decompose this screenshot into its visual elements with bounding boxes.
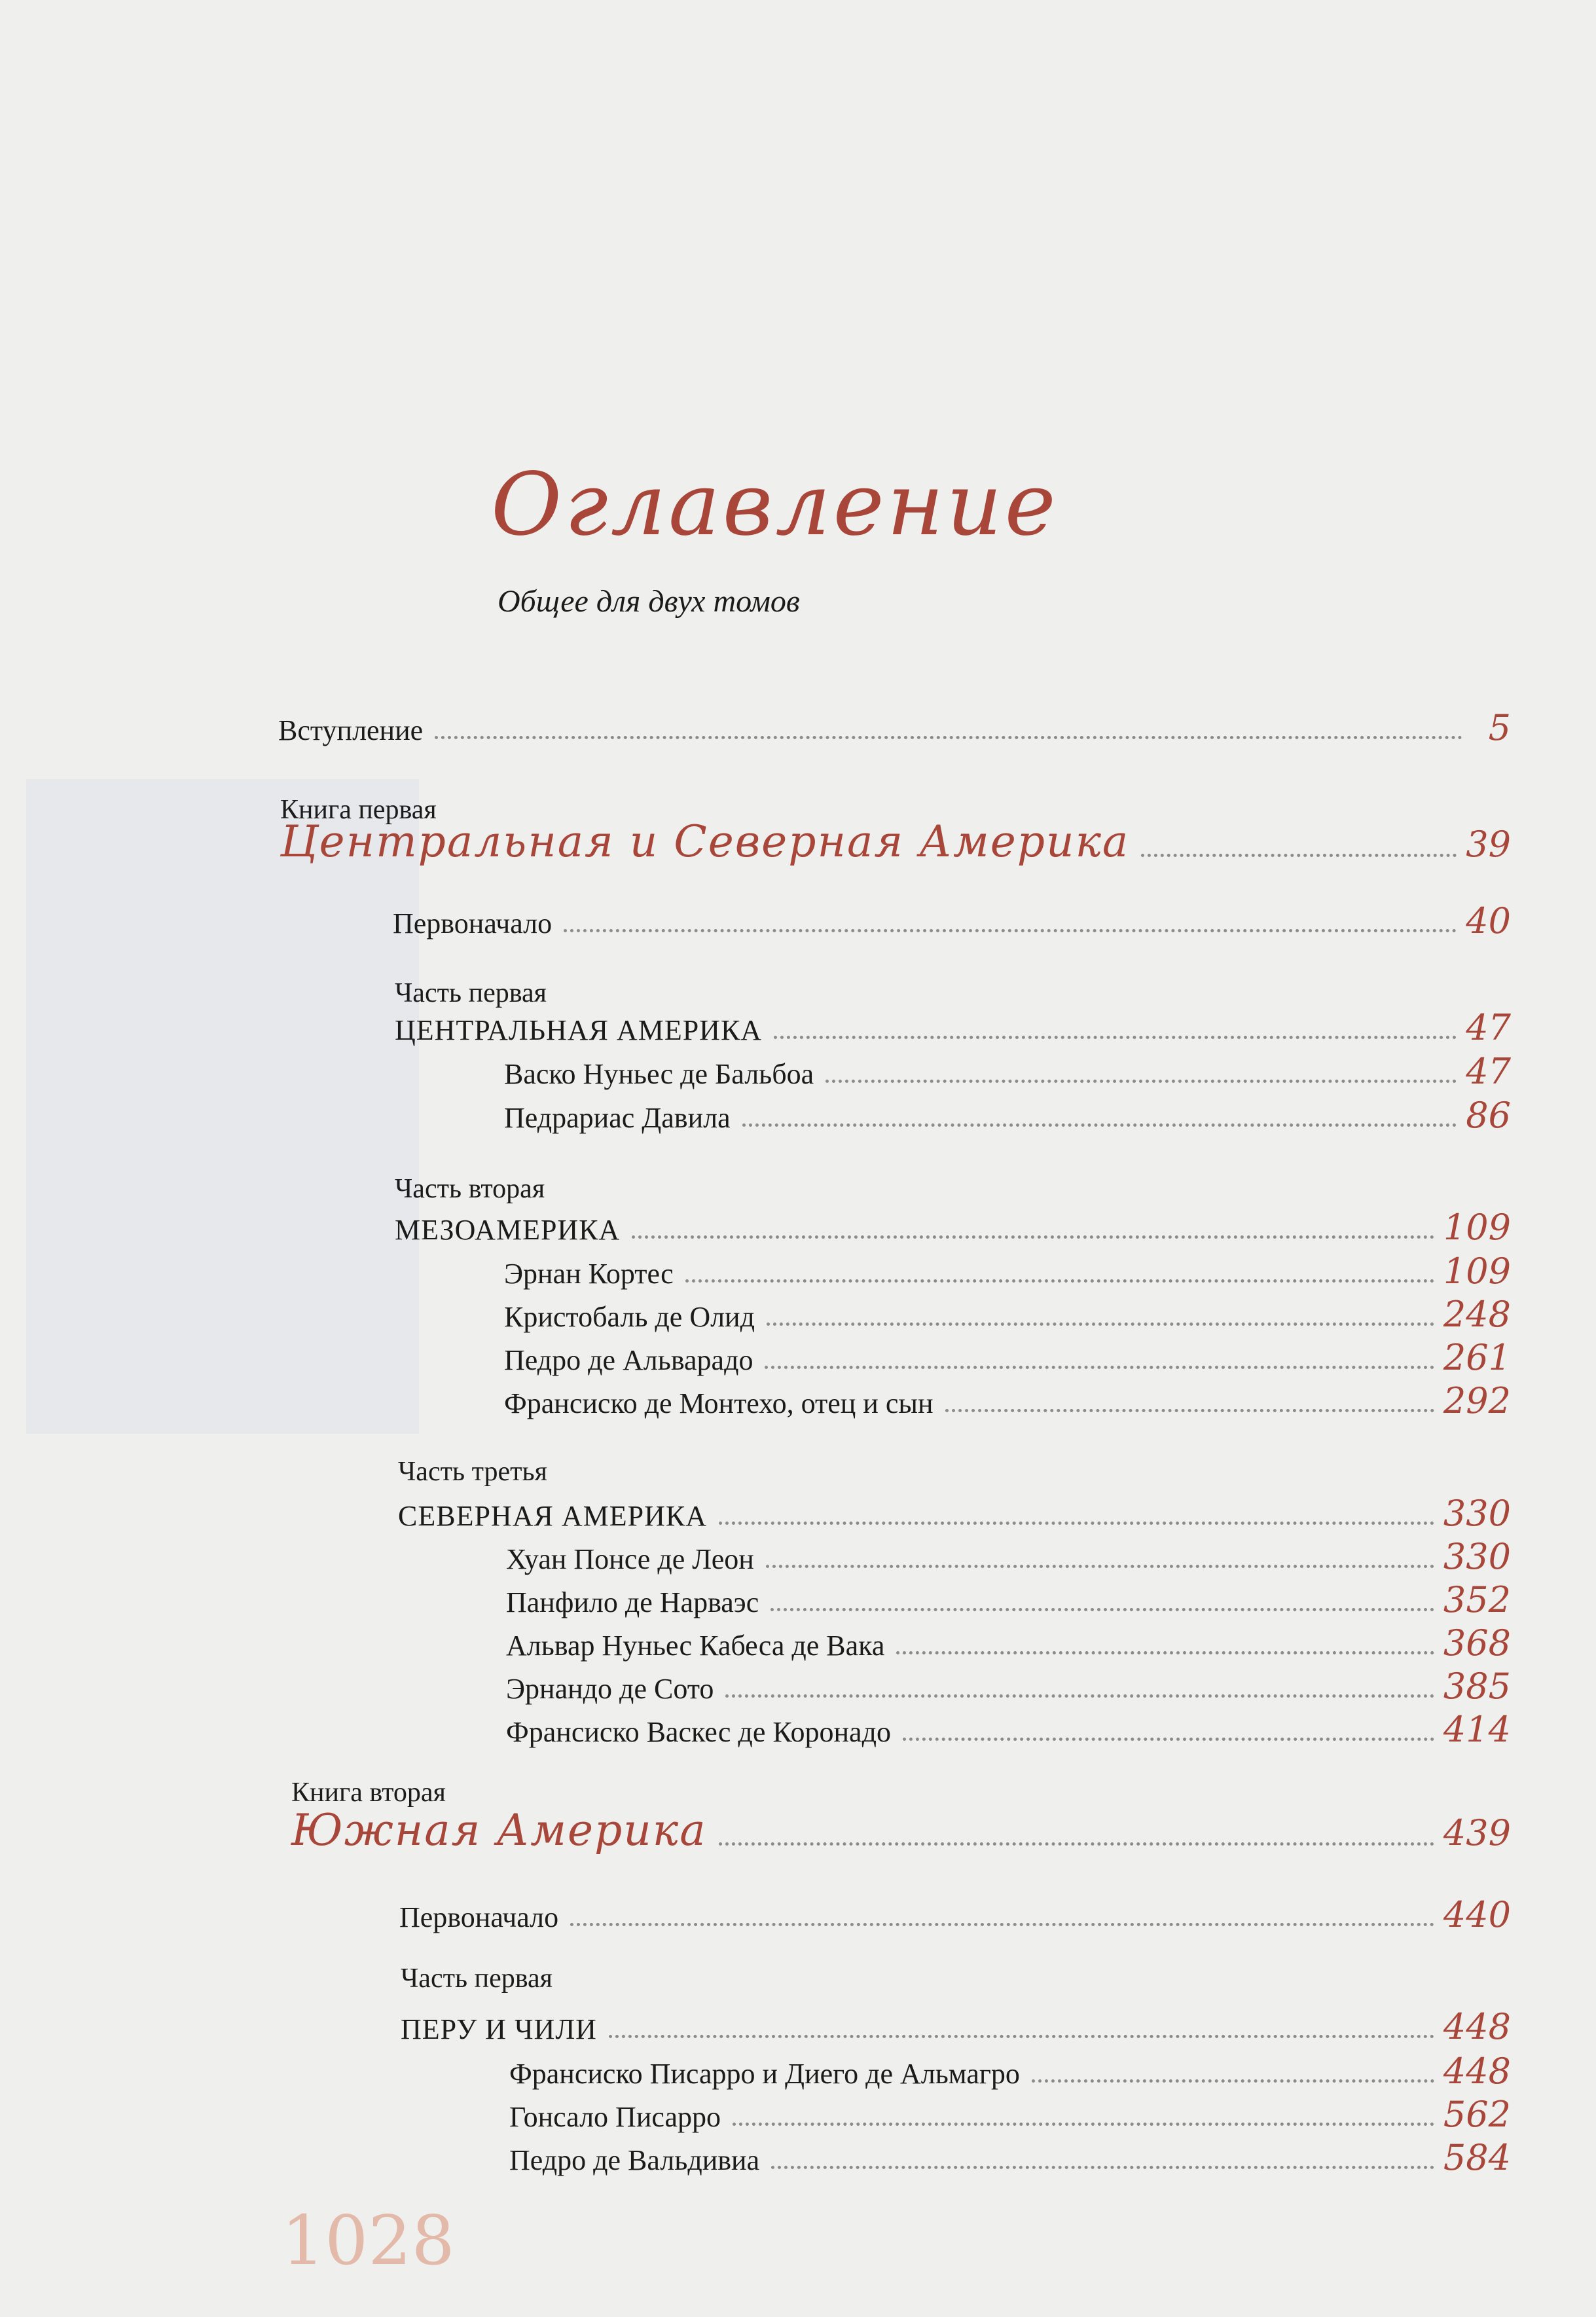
- entry-label: Вступление: [278, 714, 424, 746]
- leader-dots: [765, 1366, 1434, 1369]
- page-number: 385: [1443, 1666, 1511, 1707]
- toc-entry-chapter[interactable]: [506, 1666, 1511, 1707]
- leader-dots: [719, 1842, 1434, 1846]
- toc-title: Оглавление: [491, 454, 1059, 555]
- page-number: 562: [1443, 2094, 1511, 2135]
- leader-dots: [771, 2166, 1434, 2169]
- part-title: МЕЗОАМЕРИКА: [395, 1214, 621, 1246]
- page-number: 448: [1443, 2051, 1511, 2092]
- toc-entry-chapter[interactable]: [506, 1709, 1511, 1750]
- page-number: 368: [1443, 1622, 1511, 1664]
- toc-entry-book1-origin[interactable]: [393, 900, 1511, 941]
- page-number: 47: [1466, 1051, 1511, 1092]
- page-number: 448: [1443, 2006, 1511, 2047]
- entry-label: Первоначало: [393, 907, 553, 940]
- page-number: 47: [1466, 1007, 1511, 1048]
- book-title: Южная Америка: [291, 1805, 707, 1855]
- toc-entry-chapter[interactable]: [504, 1250, 1511, 1292]
- book-title: Центральная и Северная Америка: [280, 816, 1130, 867]
- toc-entry-chapter[interactable]: [504, 1380, 1511, 1421]
- toc-entry-book2[interactable]: [291, 1807, 1511, 1855]
- toc-subtitle: Общее для двух томов: [498, 584, 800, 619]
- book2-label: Книга вторая: [291, 1778, 446, 1808]
- toc-entry-chapter[interactable]: [504, 1051, 1511, 1092]
- entry-label: Панфило де Нарваэс: [506, 1586, 759, 1618]
- leader-dots: [609, 2035, 1434, 2038]
- leader-dots: [570, 1923, 1434, 1926]
- leader-dots: [435, 736, 1462, 739]
- page-number: 330: [1443, 1536, 1511, 1577]
- entry-label: Франсиско де Монтехо, отец и сын: [504, 1387, 934, 1419]
- leader-dots: [767, 1323, 1434, 1326]
- part-label: Часть вторая: [395, 1174, 545, 1204]
- show-through-shadow: [26, 779, 419, 1434]
- book1-label: Книга первая: [280, 795, 437, 825]
- page-number: 439: [1443, 1812, 1511, 1853]
- leader-dots: [945, 1409, 1434, 1412]
- toc-entry-chapter[interactable]: [506, 1536, 1511, 1577]
- toc-entry-mesoamerica[interactable]: [395, 1207, 1511, 1248]
- leader-dots: [564, 929, 1457, 932]
- toc-entry-chapter[interactable]: [509, 2051, 1511, 2092]
- leader-dots: [903, 1738, 1434, 1741]
- page-number: 248: [1443, 1294, 1511, 1335]
- leader-dots: [632, 1235, 1434, 1239]
- leader-dots: [725, 1694, 1434, 1698]
- toc-entry-chapter[interactable]: [506, 1622, 1511, 1664]
- toc-entry-book2-origin[interactable]: [399, 1894, 1511, 1935]
- toc-entry-peru-chile[interactable]: [401, 2006, 1511, 2047]
- leader-dots: [1141, 854, 1457, 857]
- leader-dots: [766, 1565, 1434, 1568]
- leader-dots: [774, 1036, 1457, 1039]
- leader-dots: [896, 1651, 1434, 1654]
- page-number: 352: [1443, 1579, 1511, 1620]
- toc-entry-north-america[interactable]: [398, 1493, 1511, 1534]
- toc-entry-central-america[interactable]: [395, 1007, 1511, 1048]
- leader-dots: [685, 1279, 1434, 1283]
- entry-label: Васко Нуньес де Бальбоа: [504, 1058, 814, 1090]
- page-number: 414: [1443, 1709, 1511, 1750]
- leader-dots: [1032, 2079, 1434, 2083]
- leader-dots: [719, 1522, 1434, 1525]
- toc-entry-chapter[interactable]: [509, 2137, 1511, 2178]
- part-title: ЦЕНТРАЛЬНАЯ АМЕРИКА: [395, 1014, 763, 1046]
- page-number: 5: [1488, 707, 1511, 748]
- page-number: 292: [1443, 1380, 1511, 1421]
- entry-label: Первоначало: [399, 1901, 559, 1933]
- entry-label: Альвар Нуньес Кабеса де Вака: [506, 1630, 885, 1662]
- entry-label: Кристобаль де Олид: [504, 1301, 755, 1333]
- entry-label: Хуан Понсе де Леон: [506, 1543, 754, 1575]
- page-number: 584: [1443, 2137, 1511, 2178]
- entry-label: Франсиско Васкес де Коронадо: [506, 1716, 891, 1748]
- entry-label: Франсиско Писарро и Диего де Альмагро: [509, 2058, 1020, 2090]
- toc-entry-chapter[interactable]: [509, 2094, 1511, 2135]
- page-number: 86: [1466, 1095, 1511, 1136]
- leader-dots: [733, 2123, 1434, 2126]
- toc-entry-book1[interactable]: [280, 818, 1511, 866]
- page-number: 39: [1466, 824, 1511, 865]
- entry-label: Эрнандо де Сото: [506, 1673, 714, 1705]
- toc-entry-chapter[interactable]: [504, 1337, 1511, 1378]
- leader-dots: [742, 1123, 1457, 1127]
- toc-entry-chapter[interactable]: [504, 1095, 1511, 1136]
- part-label: Часть первая: [395, 978, 547, 1008]
- leader-dots: [771, 1608, 1434, 1611]
- toc-entry-chapter[interactable]: [504, 1294, 1511, 1335]
- part-title: ПЕРУ И ЧИЛИ: [401, 2013, 597, 2045]
- page-number: 109: [1443, 1207, 1511, 1248]
- entry-label: Педрариас Давила: [504, 1102, 731, 1134]
- entry-label: Педро де Альварадо: [504, 1344, 753, 1376]
- leader-dots: [825, 1080, 1457, 1083]
- toc-entry-chapter[interactable]: [506, 1579, 1511, 1620]
- folio-page-number: 1028: [281, 2200, 455, 2280]
- page-number: 109: [1443, 1250, 1511, 1292]
- entry-label: Педро де Вальдивиа: [509, 2144, 760, 2176]
- entry-label: Эрнан Кортес: [504, 1258, 674, 1290]
- part-label: Часть первая: [401, 1963, 553, 1994]
- part-title: СЕВЕРНАЯ АМЕРИКА: [398, 1500, 707, 1532]
- page-number: 261: [1443, 1337, 1511, 1378]
- page-number: 440: [1443, 1894, 1511, 1935]
- page-number: 330: [1443, 1493, 1511, 1534]
- page-number: 40: [1466, 900, 1511, 941]
- part-label: Часть третья: [398, 1457, 547, 1487]
- toc-entry-intro[interactable]: [278, 707, 1511, 748]
- entry-label: Гонсало Писарро: [509, 2101, 721, 2133]
